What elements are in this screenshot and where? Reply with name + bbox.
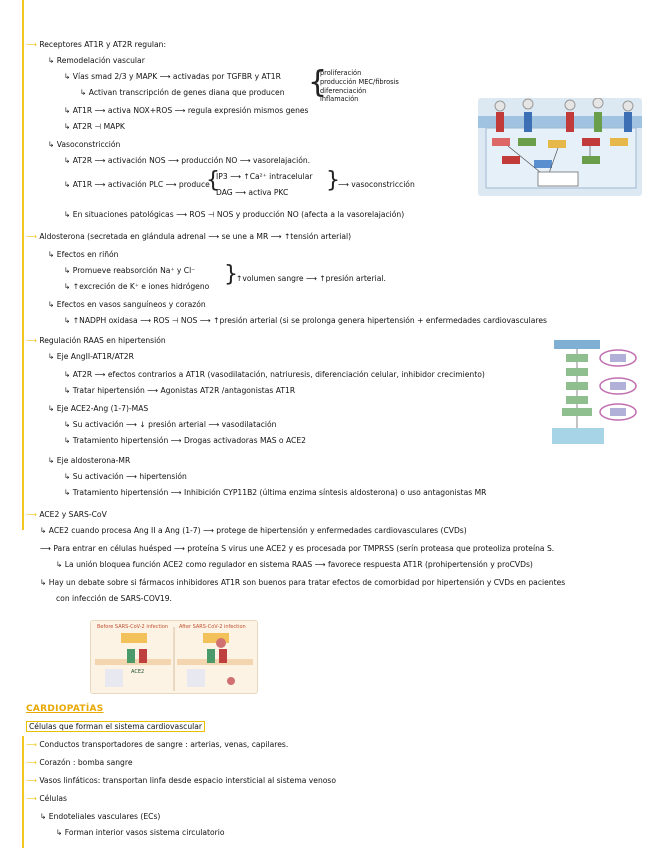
- rinon-l1: ↳ Promueve reabsorción Na⁺ y Cl⁻: [64, 266, 196, 275]
- product-4: inflamación: [320, 95, 359, 103]
- raas-pathway-diagram: [546, 338, 638, 448]
- eje3-l1: ↳ Su activación ⟶ hipertensión: [64, 472, 187, 481]
- product-3: diferenciación: [320, 87, 367, 95]
- rinon-brace: }: [224, 262, 238, 287]
- cardio-l2: ⟶ Corazón : bomba sangre: [26, 758, 133, 767]
- eje3-title: ↳ Eje aldosterona-MR: [48, 456, 131, 465]
- remodelacion-l1: ↳ Vías smad 2/3 y MAPK ⟶ activadas por TGFBR y AT1R: [64, 72, 281, 81]
- products-brace: {: [308, 65, 328, 100]
- ip3-brace-close: }: [326, 168, 340, 193]
- receptor-signaling-diagram: [478, 98, 642, 196]
- remodelacion-title: ↳ Remodelación vascular: [48, 56, 145, 65]
- ace2-l3: ↳ La unión bloquea función ACE2 como regulador en sistema RAAS ⟶ favorece respuesta AT1R (prohipertensión y proCVDs): [56, 560, 533, 569]
- eje1-l1: ↳ AT2R ⟶ efectos contrarios a AT1R (vasodilatación, natriuresis, diferenciación celular, inhibidor crecimiento): [64, 370, 485, 379]
- cardio-margin-bar: [22, 736, 24, 848]
- rinon-title: ↳ Efectos en riñón: [48, 250, 119, 259]
- raas-pathway-figure: [546, 338, 638, 448]
- section-margin-bar: [22, 0, 24, 530]
- cardiopatias-heading: CARDIOPATÍAS: [26, 704, 104, 714]
- cardio-l6: ↳ Forman interior vasos sistema circulatorio: [56, 828, 225, 837]
- product-1: proliferación: [320, 69, 362, 77]
- cardio-l1: ⟶ Conductos transportadores de sangre : arterias, venas, capilares.: [26, 740, 289, 749]
- vaso-ip3: IP3 ⟶ ↑Ca²⁺ intracelular: [216, 172, 313, 181]
- cardiopatias-subtitle: Células que forman el sistema cardiovascular: [26, 722, 205, 732]
- rinon-result: ↑volumen sangre ⟶ ↑presión arterial.: [236, 274, 386, 283]
- eje1-title: ↳ Eje AngII-AT1R/AT2R: [48, 352, 134, 361]
- eje3-l2: ↳ Tratamiento hipertensión ⟶ Inhibición CYP11B2 (última enzima síntesis aldosterona) o uso antagonistas MR: [64, 488, 487, 497]
- covid-left-title: Before SARS-CoV-2 infection: [97, 624, 169, 630]
- plc-brace: {: [206, 168, 220, 193]
- ace2-l2: ⟶ Para entrar en células huésped ⟶ proteína S virus une ACE2 y es procesada por TMPRSS (serín proteasa que proteoliza proteína S.: [40, 544, 555, 553]
- vaso-l2b: ⟶ vasoconstricción: [338, 180, 415, 189]
- eje2-title: ↳ Eje ACE2-Ang (1-7)-MAS: [48, 404, 149, 413]
- covid-ace2-label: ACE2: [131, 669, 145, 675]
- vasos-title: ↳ Efectos en vasos sanguíneos y corazón: [48, 300, 206, 309]
- vasos-l1: ↳ ↑NADPH oxidasa ⟶ ROS ⊣ NOS ⟶ ↑presión arterial (si se prolonga genera hipertensión + enfermedades cardiovasculares: [64, 316, 547, 325]
- ace2-l5: con infección de SARS-COV19.: [56, 594, 172, 603]
- vaso-dag: DAG ⟶ activa PKC: [216, 188, 289, 197]
- receptor-signaling-figure: [478, 98, 642, 196]
- vaso-l3: ↳ En situaciones patológicas ⟶ ROS ⊣ NOS y producción NO (afecta a la vasorelajación): [64, 210, 405, 219]
- eje1-l2: ↳ Tratar hipertensión ⟶ Agonistas AT2R /antagonistas AT1R: [64, 386, 296, 395]
- eje2-l1: ↳ Su activación ⟶ ↓ presión arterial ⟶ vasodilatación: [64, 420, 277, 429]
- remodelacion-l4: ↳ AT2R ⊣ MAPK: [64, 122, 125, 131]
- ace2-l1: ↳ ACE2 cuando procesa Ang II a Ang (1-7) ⟶ protege de hipertensión y enfermedades cardiovasculares (CVDs): [40, 526, 467, 535]
- rinon-l2: ↳ ↑excreción de K⁺ e iones hidrógeno: [64, 282, 210, 291]
- covid-right-title: After SARS-CoV-2 infection: [179, 624, 246, 630]
- cardio-l3: ⟶ Vasos linfáticos: transportan linfa desde espacio intersticial al sistema venoso: [26, 776, 337, 785]
- cardio-l4: ⟶ Células: [26, 794, 67, 803]
- remodelacion-l2: ↳ Activan transcripción de genes diana que producen: [80, 88, 285, 97]
- remodelacion-l3: ↳ AT1R ⟶ activa NOX+ROS ⟶ regula expresión mismos genes: [64, 106, 309, 115]
- covid-ace2-figure: [90, 620, 258, 694]
- product-2: producción MEC/fibrosis: [320, 78, 399, 86]
- receptores-title: ⟶ Receptores AT1R y AT2R regulan:: [26, 40, 167, 49]
- ace2-l4: ↳ Hay un debate sobre si fármacos inhibidores AT1R son buenos para tratar efectos de comorbidad por hipertensión y CVDs en pacientes: [40, 578, 566, 587]
- eje2-l2: ↳ Tratamiento hipertensión ⟶ Drogas activadoras MAS o ACE2: [64, 436, 306, 445]
- vasoconstriccion-title: ↳ Vasoconstricción: [48, 140, 121, 149]
- aldosterona-title: ⟶ Aldosterona (secretada en glándula adrenal ⟶ se une a MR ⟶ ↑tensión arterial): [26, 232, 352, 241]
- ace2-title: ⟶ ACE2 y SARS-CoV: [26, 510, 107, 519]
- regulacion-title: ⟶ Regulación RAAS en hipertensión: [26, 336, 166, 345]
- vaso-l2a: ↳ AT1R ⟶ activación PLC ⟶ produce: [64, 180, 210, 189]
- vaso-l1: ↳ AT2R ⟶ activación NOS ⟶ producción NO ⟶ vasorelajación.: [64, 156, 311, 165]
- cardio-l5: ↳ Endoteliales vasculares (ECs): [40, 812, 161, 821]
